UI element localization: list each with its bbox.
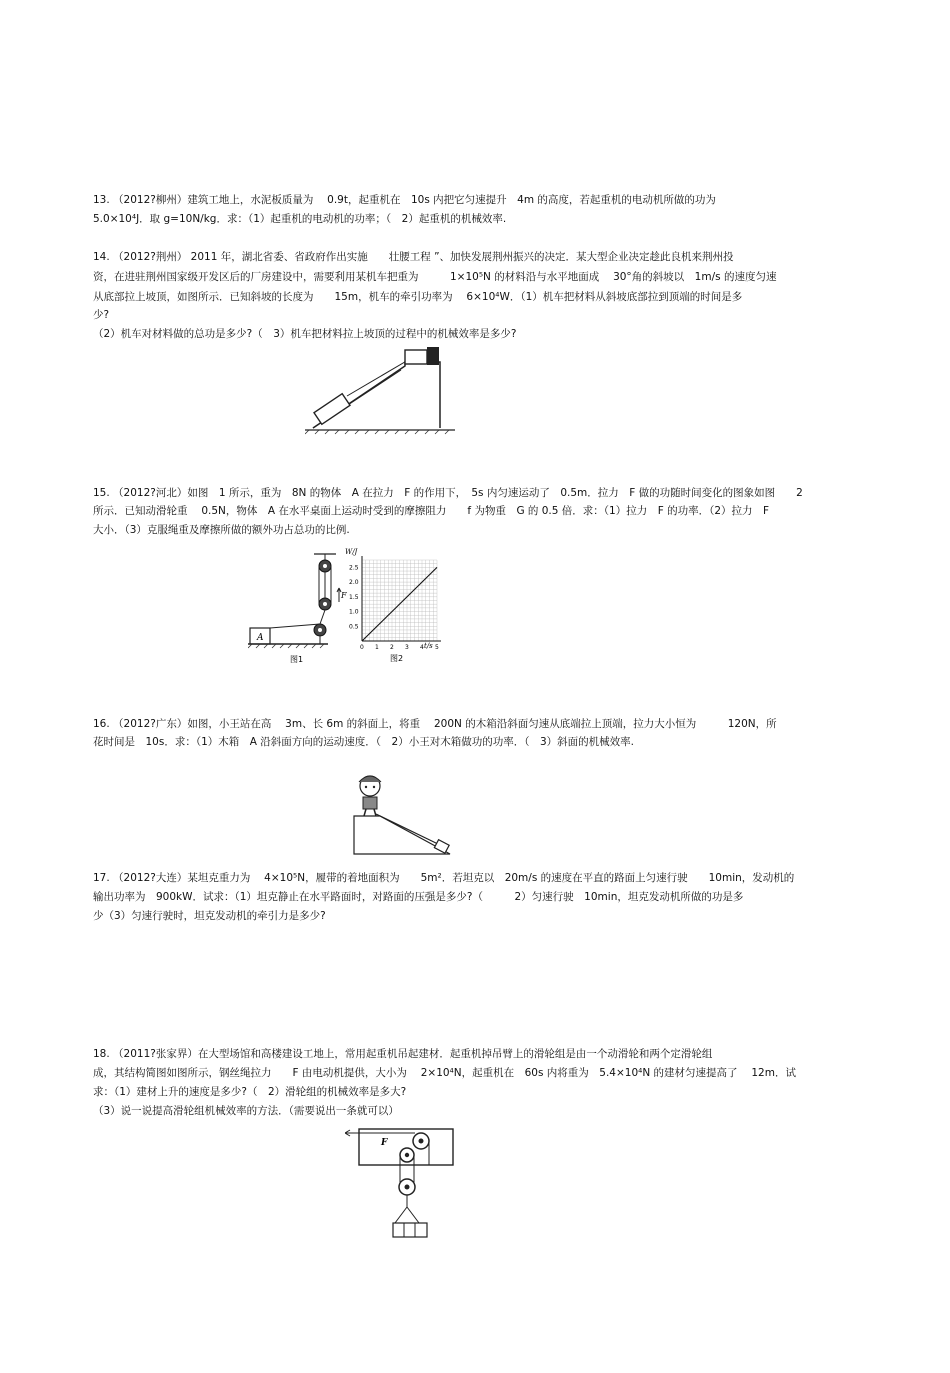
problem-14-line-4: 少? xyxy=(93,309,110,321)
x-tick-label: 3 xyxy=(405,644,409,651)
problem-13-line-2: 5.0×10⁴J．取 g=10N/kg．求：（1）起重机的电动机的功率；（ 2）起重机的机械效率. xyxy=(93,213,507,225)
y-tick-label: 1.5 xyxy=(349,593,359,601)
y-axis-title: W/J xyxy=(345,548,358,556)
problem-17-line-1: 17. （2012?大连）某坦克重力为 4×10⁵N，履带的着地面积为 5m²．若坦克以 20m/s 的速度在平直的路面上匀速行驶 10min，发动机的 xyxy=(93,872,795,884)
problem-16-line-1: 16. （2012?广东）如图，小王站在高 3m、长 6m 的斜面上，将重 200N 的木箱沿斜面匀速从底端拉上顶端，拉力大小恒为 120N，所 xyxy=(93,718,777,730)
problem-15-line-1: 15. （2012?河北）如图 1 所示，重为 8N 的物体 A 在拉力 F 的作用下， 5s 内匀速运动了 0.5m．拉力 F 做的功随时间变化的图象如图 2 xyxy=(93,487,803,499)
x-tick-label: 2 xyxy=(390,644,394,651)
problem-18-line-3: 求：（1）建材上升的速度是多少?（ 2）滑轮组的机械效率是多大? xyxy=(93,1086,407,1098)
x-axis-title: t/s xyxy=(424,642,433,650)
problem-18-line-1: 18. （2011?张家界）在大型场馆和高楼建设工地上，常用起重机吊起建材．起重机掉吊臂上的滑轮组是由一个动滑轮和两个定滑轮组 xyxy=(93,1048,713,1060)
pulley-system-figure xyxy=(248,548,348,666)
fig18-F-label: F xyxy=(381,1138,388,1148)
problem-13-line-1: 13. （2012?柳州）建筑工地上，水泥板质量为 0.9t，起重机在 10s 内把它匀速提升 4m 的高度，若起重机的电动机所做的功为 xyxy=(93,194,716,206)
fig15-A-label: A xyxy=(257,633,264,643)
problem-18-line-2: 成，其结构简图如图所示，钢丝绳拉力 F 由电动机提供，大小为 2×10⁴N，起重机在 60s 内将重为 5.4×10⁴N 的建材匀速提高了 12m．试 xyxy=(93,1067,796,1079)
fig1-label: 图1 xyxy=(290,655,304,664)
incline-winch-figure xyxy=(305,340,460,435)
y-tick-label: 2.5 xyxy=(349,564,359,572)
crane-pulley-figure xyxy=(345,1125,460,1243)
work-time-chart xyxy=(342,546,457,664)
incline-person-figure xyxy=(350,770,460,862)
x-tick-label: 5 xyxy=(435,644,439,651)
problem-16-line-2: 花时间是 10s．求：（1）木箱 A 沿斜面方向的运动速度．（ 2）小王对木箱做功的功率．（ 3）斜面的机械效率. xyxy=(93,736,634,748)
x-tick-label: 1 xyxy=(375,644,379,651)
fig2-label: 图2 xyxy=(390,654,404,663)
problem-14-line-2: 资，在进驻荆州国家级开发区后的厂房建设中，需要利用某机车把重为 1×10⁵N 的材料沿与水平地面成 30°角的斜坡以 1m/s 的速度匀速 xyxy=(93,271,777,283)
problem-14-line-1: 14. （2012?荆州） 2011 年，湖北省委、省政府作出实施 壮腰工程 ”、加快发展荆州振兴的决定．某大型企业决定趁此良机来荆州投 xyxy=(93,251,734,263)
problem-14-line-3: 从底部拉上坡顶，如图所示．已知斜坡的长度为 15m，机车的牵引功率为 6×10⁴W．（1）机车把材料从斜坡底部拉到顶端的时间是多 xyxy=(93,291,743,303)
x-tick-label: 4 xyxy=(420,644,424,651)
problem-17-line-2: 输出功率为 900kW．试求：（1）坦克静止在水平路面时，对路面的压强是多少?（ 2）匀速行驶 10min，坦克发动机所做的功是多 xyxy=(93,891,744,903)
problem-14-line-5: （2）机车对材料做的总功是多少?（ 3）机车把材料拉上坡顶的过程中的机械效率是多少? xyxy=(93,328,517,340)
fig15-F-label: F xyxy=(341,591,347,600)
problem-15-line-3: 大小．（3）克服绳重及摩擦所做的额外功占总功的比例. xyxy=(93,524,350,536)
y-tick-label: 2.0 xyxy=(349,579,359,587)
problem-17-line-3: 少（3）匀速行驶时，坦克发动机的牵引力是多少? xyxy=(93,910,326,922)
problem-15-line-2: 所示．已知动滑轮重 0.5N，物体 A 在水平桌面上运动时受到的摩擦阻力 f 为物重 G 的 0.5 倍．求：（1）拉力 F 的功率．（2）拉力 F xyxy=(93,505,770,517)
y-tick-label: 0.5 xyxy=(349,623,359,631)
y-tick-label: 1.0 xyxy=(349,608,359,616)
x-tick-label: 0 xyxy=(360,644,364,651)
problem-18-line-4: （3）说一说提高滑轮组机械效率的方法．（需要说出一条就可以） xyxy=(93,1105,399,1117)
